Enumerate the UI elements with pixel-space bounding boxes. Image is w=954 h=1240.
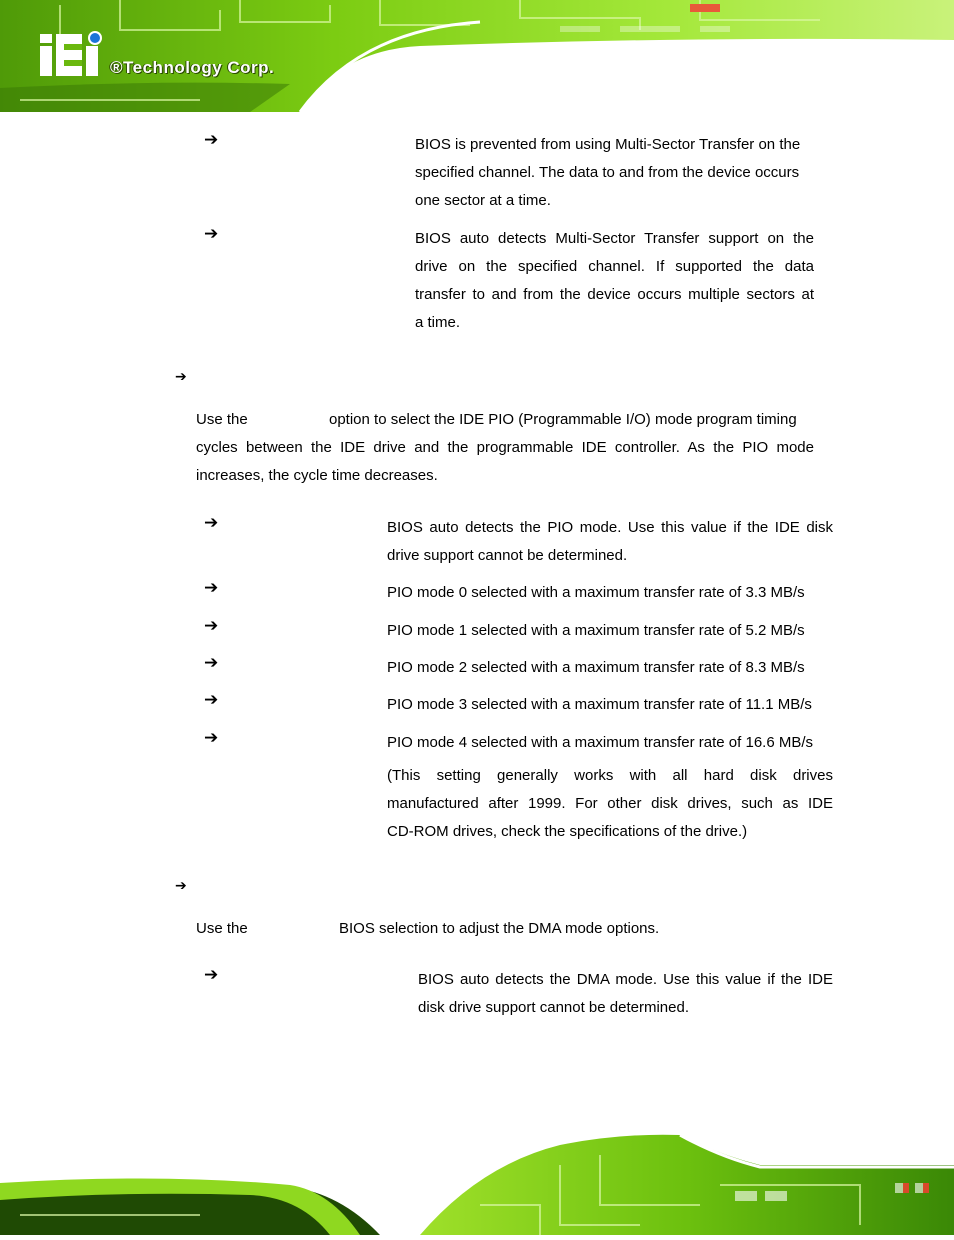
- option-arrow-icon: ➔: [204, 616, 219, 636]
- desc-line: BIOS auto detects the PIO mode. Use this value if the IDE disk: [387, 519, 833, 536]
- page-header: [0, 0, 954, 112]
- multi-sector-disabled-desc: [415, 131, 814, 215]
- option-arrow-icon: ➔: [204, 130, 219, 150]
- note-line: CD-ROM drives, check the specifications of the drive.): [387, 823, 748, 840]
- option-arrow-icon: ➔: [204, 728, 219, 748]
- pio-mode-2-desc: PIO mode 2 selected with a maximum transfer rate of 8.3 MB/s: [387, 659, 805, 676]
- option-arrow-icon: ➔: [204, 513, 219, 533]
- circuit-board-header-graphic: [0, 0, 954, 112]
- dma-auto-desc: [418, 966, 833, 1022]
- pio-intro-pre: Use the: [196, 411, 248, 428]
- desc-line: specified channel. The data to and from the device occurs: [415, 164, 800, 181]
- section-arrow-icon: ➔: [175, 878, 187, 894]
- intro-line: cycles between the IDE drive and the programmable IDE controller. As the PIO mode: [196, 439, 814, 456]
- page-footer: [0, 1125, 954, 1235]
- logo-text: ®Technology Corp.: [110, 58, 275, 77]
- desc-line: transfer to and from the device occurs multiple sectors at: [415, 286, 814, 303]
- circuit-board-footer-graphic: [0, 1125, 954, 1235]
- desc-line: a time.: [415, 314, 461, 331]
- note-line: (This setting generally works with all hard disk drives: [387, 767, 833, 784]
- option-arrow-icon: ➔: [204, 224, 219, 244]
- pio-intro-line-1: option to select the IDE PIO (Programmable I/O) mode program timing: [329, 411, 797, 428]
- section-arrow-icon: ➔: [175, 369, 187, 385]
- option-arrow-icon: ➔: [204, 653, 219, 673]
- pio-intro-rest: [196, 434, 814, 490]
- pio-mode-0-desc: PIO mode 0 selected with a maximum transfer rate of 3.3 MB/s: [387, 584, 805, 601]
- pio-mode-4-desc: PIO mode 4 selected with a maximum transfer rate of 16.6 MB/s: [387, 734, 814, 751]
- desc-line: BIOS is prevented from using Multi-Sector Transfer on the: [415, 136, 801, 153]
- desc-line: one sector at a time.: [415, 192, 551, 209]
- pio-mode-3-desc: PIO mode 3 selected with a maximum transfer rate of 11.1 MB/s: [387, 696, 812, 713]
- option-arrow-icon: ➔: [204, 965, 219, 985]
- note-line: manufactured after 1999. For other disk drives, such as IDE: [387, 795, 833, 812]
- desc-line: disk drive support cannot be determined.: [418, 999, 689, 1016]
- dma-intro-pre: Use the: [196, 920, 248, 937]
- iei-logo-icon: [40, 32, 101, 76]
- desc-line: drive support cannot be determined.: [387, 547, 628, 564]
- dma-intro-post: BIOS selection to adjust the DMA mode options.: [339, 920, 660, 937]
- desc-line: BIOS auto detects Multi-Sector Transfer support on the: [415, 230, 814, 247]
- intro-line: increases, the cycle time decreases.: [196, 467, 438, 484]
- desc-line: BIOS auto detects the DMA mode. Use this value if the IDE: [418, 971, 833, 988]
- pio-mode-1-desc: PIO mode 1 selected with a maximum transfer rate of 5.2 MB/s: [387, 622, 805, 639]
- option-arrow-icon: ➔: [204, 690, 219, 710]
- pio-auto-desc: [387, 514, 833, 570]
- pio-mode-4-note: [387, 762, 833, 846]
- multi-sector-auto-desc: [415, 225, 814, 337]
- desc-line: drive on the specified channel. If supported the data: [415, 258, 814, 275]
- option-arrow-icon: ➔: [204, 578, 219, 598]
